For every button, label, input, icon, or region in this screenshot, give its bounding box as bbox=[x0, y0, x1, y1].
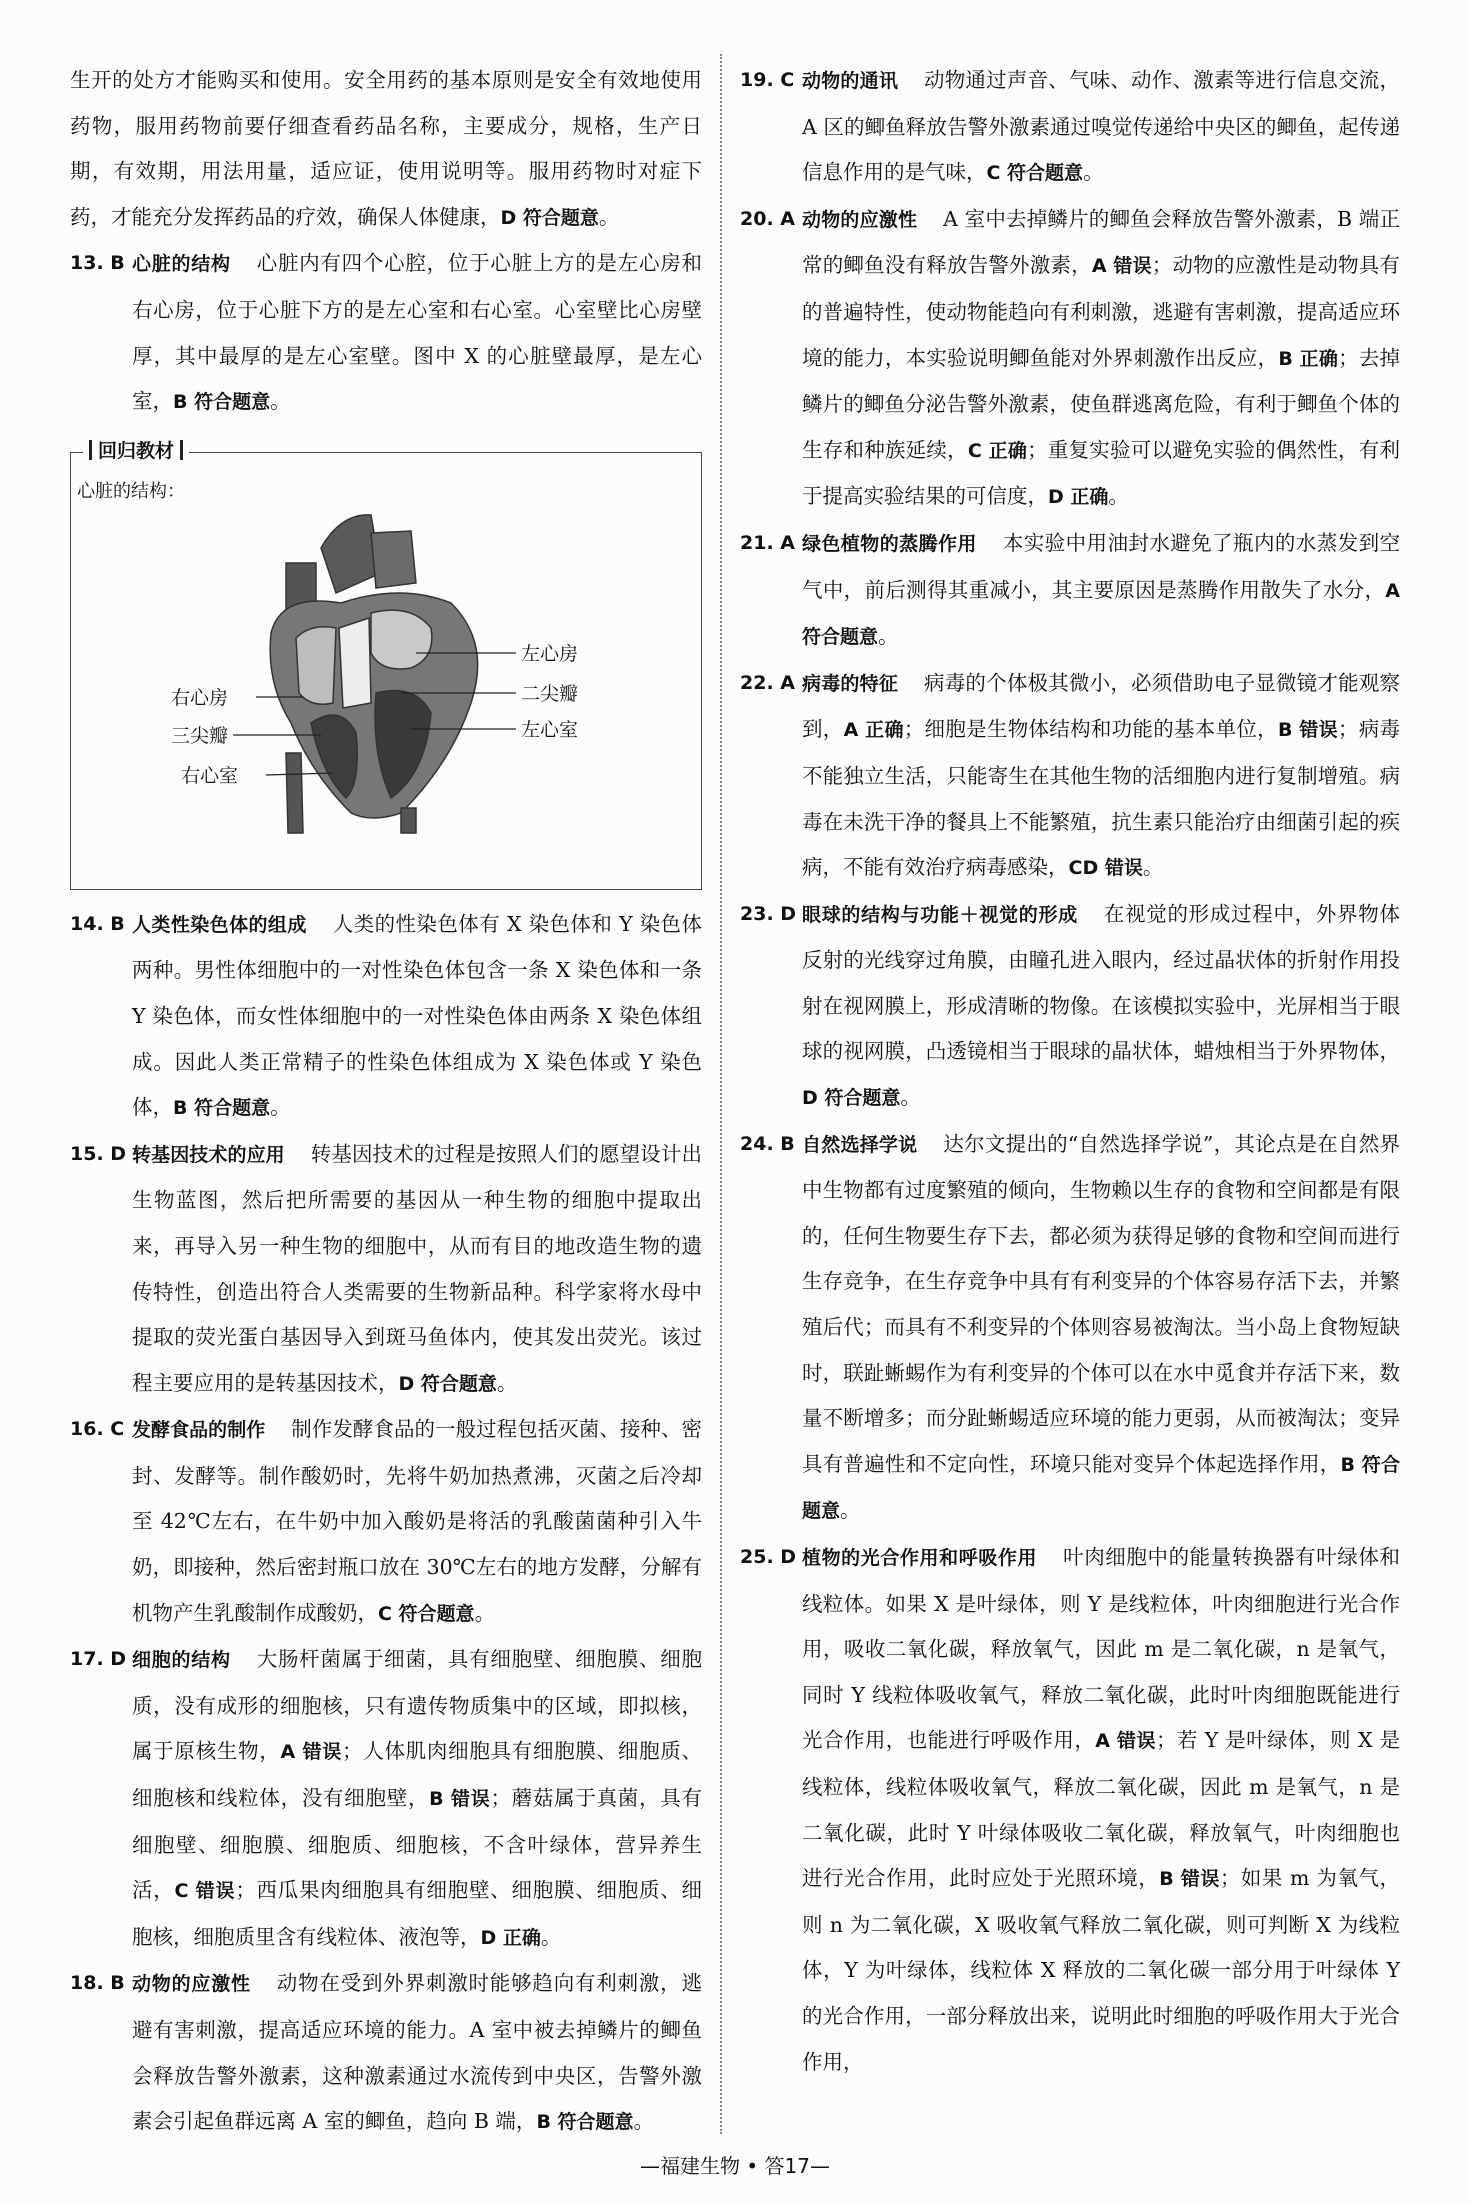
label-tricuspid-valve: 三尖瓣 bbox=[171, 724, 229, 747]
answer-24: 24. B 自然选择学说 达尔文提出的“自然选择学说”，其论点是在自然界中生物都有过度繁殖的倾向，生物赖以生存的食物和空间都是有限的，任何生物要生存下去，都必须为获得足够的食物和空间而进行生存竞争，在生存竞争中具有有利变异的个体容易存活下去，并繁殖后代；而具有不利变异的个体则容易被淘汰。当小岛上食物短缺时，联趾蜥蜴作为有利变异的个体可以在水中觅食并存活下来，数量不断增多；而分趾蜥蜴适应环境的能力更弱，从而被淘汰；变异具有普遍性和不定向性，环境只能对变异个体起选择作用，B 符合题意。 bbox=[740, 1131, 1400, 1523]
answer-25: 25. D 植物的光合作用和呼吸作用 叶肉细胞中的能量转换器有叶绿体和线粒体。如果 X 是叶绿体，则 Y 是线粒体，叶肉细胞进行光合作用，吸收二氧化碳，释放氧气，因此 m 是二氧化碳，n 是氧气，同时 Y 线粒体吸收氧气，释放二氧化碳，此时叶肉细胞既能进行光合作用，也能进行呼吸作用，A 错误；若 Y 是叶绿体，则 X 是线粒体，线粒体吸收氧气，释放二氧化碳，因此 m 是氧气，n 是二氧化碳，此时 Y 叶绿体吸收二氧化碳，释放氧气，叶肉细胞也进行光合作用，此时应处于光照环境，B 错误；如果 m 为氧气，则 n 为二氧化碳，X 吸收氧气释放二氧化碳，则可判断 X 为线粒体，Y 为叶绿体，线粒体 X 释放的二氧化碳一部分用于叶绿体 Y 的光合作用，一部分释放出来，说明此时细胞的呼吸作用大于光合作用， bbox=[740, 1545, 1400, 2074]
answer-20: 20. A 动物的应激性 A 室中去掉鳞片的鲫鱼会释放告警外激素，B 端正常的鲫鱼没有释放告警外激素，A 错误；动物的应激性是动物具有的普遍特性，使动物能趋向有利刺激，逃避有害刺激，提高适应环境的能力，本实验说明鲫鱼能对外界刺激作出反应，B 正确；去掉鳞片的鲫鱼分泌告警外激素，使鱼群逃离危险，有利于鲫鱼个体的生存和种族延续，C 正确；重复实验可以避免实验的偶然性，有利于提高实验结果的可信度，D 正确。 bbox=[740, 206, 1401, 509]
column-divider bbox=[720, 54, 722, 2134]
answer-17: 17. D 细胞的结构 大肠杆菌属于细菌，具有细胞壁、细胞膜、细胞质，没有成形的细胞核，只有遗传物质集中的区域，即拟核，属于原核生物，A 错误；人体肌肉细胞具有细胞膜、细胞质、细胞核和线粒体，没有细胞壁，B 错误；蘑菇属于真菌，具有细胞壁、细胞膜、细胞质、细胞核，不含叶绿体，营异养生活，C 错误；西瓜果肉细胞具有细胞壁、细胞膜、细胞质、细胞核，细胞质里含有线粒体、液泡等，D 正确。 bbox=[70, 1647, 703, 1949]
label-left-ventricle: 左心室 bbox=[521, 718, 579, 741]
label-left-atrium: 左心房 bbox=[521, 642, 579, 665]
label-mitral-valve: 二尖瓣 bbox=[521, 682, 579, 705]
label-right-ventricle: 右心室 bbox=[181, 764, 239, 787]
q12-continuation: 生开的处方才能购买和使用。安全用药的基本原则是安全有效地使用药物，服用药物前要仔细查看药品名称，主要成分，规格，生产日期，有效期，用法用量，适应证，使用说明等。服用药物时对症下药，才能充分发挥药品的疗效，确保人体健康，D 符合题意。 bbox=[70, 68, 702, 229]
box-title: 回归教材 bbox=[83, 436, 189, 463]
textbook-box bbox=[70, 439, 702, 890]
answer-21: 21. A 绿色植物的蒸腾作用 本实验中用油封水避免了瓶内的水蒸发到空气中，前后测得其重减小，其主要原因是蒸腾作用散失了水分，A 符合题意。 bbox=[740, 530, 1400, 649]
answer-22: 22. A 病毒的特征 病毒的个体极其微小，必须借助电子显微镜才能观察到，A 正确；细胞是生物体结构和功能的基本单位，B 错误；病毒不能独立生活，只能寄生在其他生物的活细胞内进行复制增殖。病毒在未洗干净的餐具上不能繁殖，抗生素只能治疗由细菌引起的疾病，不能有效治疗病毒感染，CD 错误。 bbox=[740, 670, 1400, 880]
heart-diagram bbox=[71, 453, 703, 891]
answer-23: 23. D 眼球的结构与功能＋视觉的形成 在视觉的形成过程中，外界物体反射的光线穿过角膜，由瞳孔进入眼内，经过晶状体的折射作用投射在视网膜上，形成清晰的物像。在该模拟实验中，光屏相当于眼球的视网膜，凸透镜相当于眼球的晶状体，蜡烛相当于外界物体，D 符合题意。 bbox=[740, 901, 1400, 1110]
answer-18: 18. B 动物的应激性 动物在受到外界刺激时能够趋向有利刺激，逃避有害刺激，提高适应环境的能力。A 室中被去掉鳞片的鲫鱼会释放告警外激素，这种激素通过水流传到中央区，告警外激素会引起鱼群远离 A 室的鲫鱼，趋向 B 端，B 符合题意。 bbox=[70, 1971, 702, 2134]
answer-14: 14. B 人类性染色体的组成 人类的性染色体有 X 染色体和 Y 染色体两种。男性体细胞中的一对性染色体包含一条 X 染色体和一条 Y 染色体，而女性体细胞中的一对性染色体由两条 X 染色体组成。因此人类正常精子的性染色体组成为 X 染色体或 Y 染色体，B 符合题意。 bbox=[70, 911, 702, 1120]
answer-15: 15. D 转基因技术的应用 转基因技术的过程是按照人们的愿望设计出生物蓝图，然后把所需要的基因从一种生物的细胞中提取出来，再导入另一种生物的细胞中，从而有目的地改造生物的遗传特性，创造出符合人类需要的生物新品种。科学家将水母中提取的荧光蛋白基因导入到斑马鱼体内，使其发出荧光。该过程主要应用的是转基因技术，D 符合题意。 bbox=[70, 1141, 702, 1395]
box-subtitle: 心脏的结构： bbox=[77, 480, 185, 502]
page-footer: —福建生物 • 答17— bbox=[640, 2154, 830, 2178]
answer-16: 16. C 发酵食品的制作 制作发酵食品的一般过程包括灭菌、接种、密封、发酵等。制作酸奶时，先将牛奶加热煮沸，灭菌之后冷却至 42℃左右，在牛奶中加入酸奶是将活的乳酸菌菌种引入牛奶，即接种，然后密封瓶口放在 30℃左右的地方发酵，分解有机物产生乳酸制作成酸奶，C 符合题意。 bbox=[70, 1417, 702, 1625]
answer-13: 13. B 心脏的结构 心脏内有四个心腔，位于心脏上方的是左心房和右心房，位于心脏下方的是左心室和右心室。心室壁比心房壁厚，其中最厚的是左心室壁。图中 X 的心脏壁最厚，是左心室，B 符合题意。 bbox=[70, 251, 702, 414]
right-column bbox=[740, 58, 1400, 2085]
label-right-atrium: 右心房 bbox=[171, 686, 229, 709]
answer-19: 19. C 动物的通讯 动物通过声音、气味、动作、激素等进行信息交流，A 区的鲫鱼释放告警外激素通过嗅觉传递给中央区的鲫鱼，起传递信息作用的是气味，C 符合题意。 bbox=[740, 68, 1400, 185]
left-column bbox=[70, 58, 702, 2146]
